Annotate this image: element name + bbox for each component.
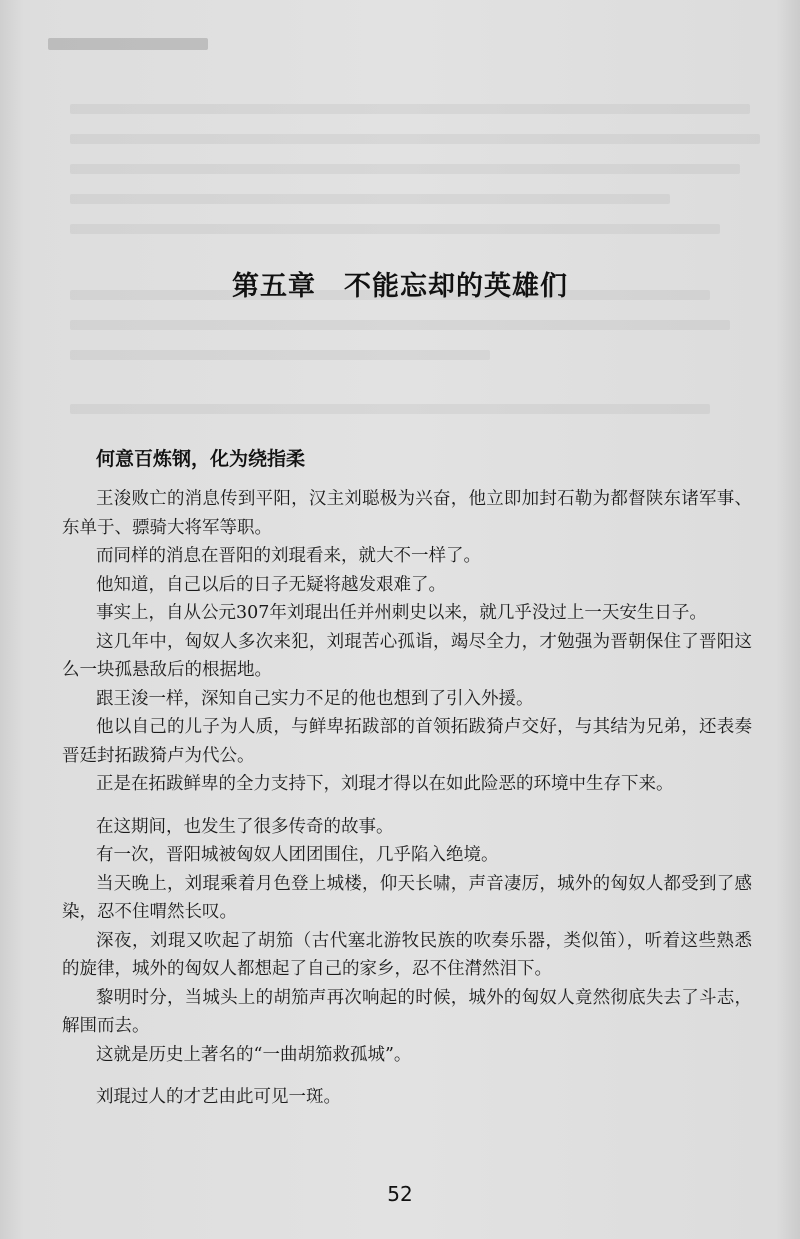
- faded-running-head: [48, 38, 208, 50]
- paragraph: 王浚败亡的消息传到平阳，汉主刘聪极为兴奋，他立即加封石勒为都督陕东诸军事、东单于、骠骑大将军等职。: [62, 489, 752, 538]
- bleed-through-line: [70, 350, 490, 360]
- page-number: 52: [387, 1182, 413, 1206]
- chapter-title: 第五章 不能忘却的英雄们: [232, 271, 568, 303]
- bleed-through-line: [70, 320, 730, 330]
- bleed-through-line: [70, 404, 710, 414]
- paragraph: 这就是历史上著名的“一曲胡笳救孤城”。: [96, 1044, 412, 1065]
- bleed-through-line: [70, 194, 670, 204]
- paragraph: 黎明时分，当城头上的胡笳声再次响起的时候，城外的匈奴人竟然彻底失去了斗志，解围而去。: [62, 987, 752, 1036]
- bleed-through-line: [70, 134, 760, 144]
- paragraph: 刘琨过人的才艺由此可见一斑。: [96, 1087, 341, 1107]
- paragraph: 有一次，晋阳城被匈奴人团团围住，几乎陷入绝境。: [96, 845, 499, 865]
- paragraph: 当天晚上，刘琨乘着月色登上城楼，仰天长啸，声音凄厉，城外的匈奴人都受到了感染，忍不住喟然长叹。: [62, 873, 752, 922]
- paragraph: 在这期间，也发生了很多传奇的故事。: [96, 816, 394, 837]
- paragraph: 事实上，自从公元307年刘琨出任并州刺史以来，就几乎没过上一天安生日子。: [96, 603, 707, 623]
- bleed-through-line: [70, 104, 750, 114]
- paragraph: 正是在拓跋鲜卑的全力支持下，刘琨才得以在如此险恶的环境中生存下来。: [96, 774, 674, 794]
- paragraph: 他以自己的儿子为人质，与鲜卑拓跋部的首领拓跋猗卢交好，与其结为兄弟，还表奏晋廷封拓跋猗卢为代公。: [62, 717, 752, 766]
- body-text: [62, 485, 752, 1112]
- paragraph: 跟王浚一样，深知自己实力不足的他也想到了引入外援。: [96, 688, 534, 709]
- bleed-through-line: [70, 224, 720, 234]
- section-title: 何意百炼钢，化为绕指柔: [96, 447, 306, 470]
- paragraph: 深夜，刘琨又吹起了胡笳（古代塞北游牧民族的吹奏乐器，类似笛），听着这些熟悉的旋律，城外的匈奴人都想起了自己的家乡，忍不住潸然泪下。: [62, 930, 752, 979]
- bleed-through-line: [70, 164, 740, 174]
- paragraph: 这几年中，匈奴人多次来犯，刘琨苦心孤诣，竭尽全力，才勉强为晋朝保住了晋阳这么一块孤悬敌后的根据地。: [62, 631, 752, 680]
- paragraph: 而同样的消息在晋阳的刘琨看来，就大不一样了。: [96, 546, 481, 566]
- paragraph: 他知道，自己以后的日子无疑将越发艰难了。: [96, 574, 446, 595]
